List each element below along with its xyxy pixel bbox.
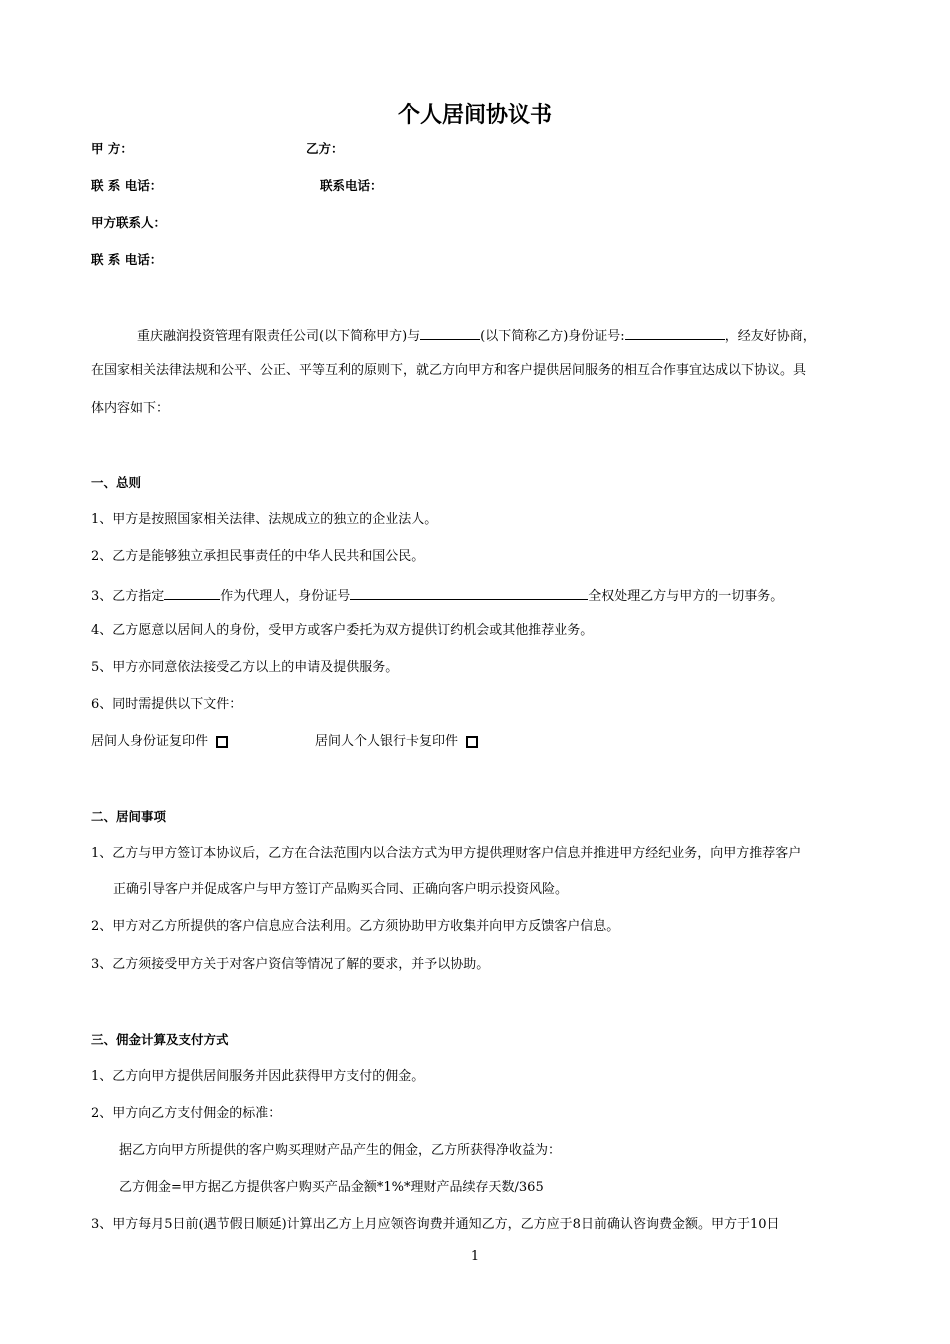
intro-line-3: 体内容如下： — [91, 401, 170, 416]
doc-1-checkbox[interactable] — [216, 736, 228, 748]
section-1-item-4: 4、乙方愿意以居间人的身份，受甲方或客户委托为双方提供订约机会或其他推荐业务。 — [91, 623, 594, 638]
intro-line-2: 在国家相关法律法规和公平、公正、平等互利的原则下，就乙方向甲方和客户提供居间服务的相互合作事宜达成以下协议。具 — [91, 363, 807, 378]
agent-name-blank — [164, 586, 220, 600]
agent-id-blank — [350, 586, 588, 600]
item-3-text-c: 全权处理乙方与甲方的一切事务。 — [588, 589, 784, 604]
phone-a-label: 联 系 电话： — [91, 178, 163, 193]
doc-2-label: 居间人个人银行卡复印件 — [315, 734, 459, 749]
intro-line-1 — [137, 326, 816, 345]
section-3-item-2: 2、甲方向乙方支付佣金的标准： — [91, 1106, 282, 1121]
section-1-item-2: 2、乙方是能够独立承担民事责任的中华人民共和国公民。 — [91, 549, 425, 564]
item-3-text-b: 作为代理人，身份证号 — [220, 589, 351, 604]
intro-text-1: 重庆融润投资管理有限责任公司(以下简称甲方)与 — [137, 329, 421, 344]
document-checklist-2 — [315, 734, 478, 750]
contact-a-label: 甲方联系人： — [91, 215, 167, 230]
party-b-name-blank — [420, 326, 480, 340]
document-checklist-1 — [91, 734, 228, 750]
intro-text-2: (以下简称乙方)身份证号: — [480, 329, 625, 344]
section-1-item-1: 1、甲方是按照国家相关法律、法规成立的独立的企业法人。 — [91, 512, 438, 527]
item-3-text-a: 3、乙方指定 — [91, 589, 165, 604]
section-3-item-1: 1、乙方向甲方提供居间服务并因此获得甲方支付的佣金。 — [91, 1069, 425, 1084]
phone-b-label: 联系电话： — [320, 178, 383, 193]
section-1-item-5: 5、甲方亦同意依法接受乙方以上的申请及提供服务。 — [91, 660, 399, 675]
contact-phone-label: 联 系 电话： — [91, 252, 163, 267]
section-2-item-3: 3、乙方须接受甲方关于对客户资信等情况了解的要求，并予以协助。 — [91, 957, 490, 972]
page-number: 1 — [470, 1249, 480, 1264]
section-1-item-6: 6、同时需提供以下文件： — [91, 697, 243, 712]
section-3-heading: 三、佣金计算及支付方式 — [91, 1032, 229, 1047]
intro-text-3: ，经友好协商， — [724, 329, 816, 344]
section-3-item-2-sub-1: 据乙方向甲方所提供的客户购买理财产品产生的佣金，乙方所获得净收益为： — [119, 1143, 562, 1158]
section-2-item-1-line-1: 1、乙方与甲方签订本协议后，乙方在合法范围内以合法方式为甲方提供理财客户信息并推进甲方经纪业务，向甲方推荐客户 — [91, 846, 802, 861]
section-1-heading: 一、总则 — [91, 475, 142, 490]
doc-2-checkbox[interactable] — [466, 736, 478, 748]
section-3-item-3: 3、甲方每月5日前(遇节假日顺延)计算出乙方上月应领咨询费并通知乙方，乙方应于8日前确认咨询费金额。甲方于10日 — [91, 1217, 780, 1232]
id-number-blank — [625, 326, 725, 340]
section-2-item-1-line-2: 正确引导客户并促成客户与甲方签订产品购买合同、正确向客户明示投资风险。 — [113, 882, 569, 897]
section-2-heading: 二、居间事项 — [91, 809, 167, 824]
doc-1-label: 居间人身份证复印件 — [91, 734, 209, 749]
section-3-item-2-sub-2: 乙方佣金=甲方据乙方提供客户购买产品金额*1%*理财产品续存天数/365 — [119, 1180, 544, 1195]
party-b-label: 乙方： — [306, 141, 344, 156]
party-a-label: 甲 方： — [91, 141, 133, 156]
section-1-item-3 — [91, 586, 783, 605]
page-title: 个人居间协议书 — [397, 103, 552, 128]
section-2-item-2: 2、甲方对乙方所提供的客户信息应合法利用。乙方须协助甲方收集并向甲方反馈客户信息。 — [91, 919, 620, 934]
